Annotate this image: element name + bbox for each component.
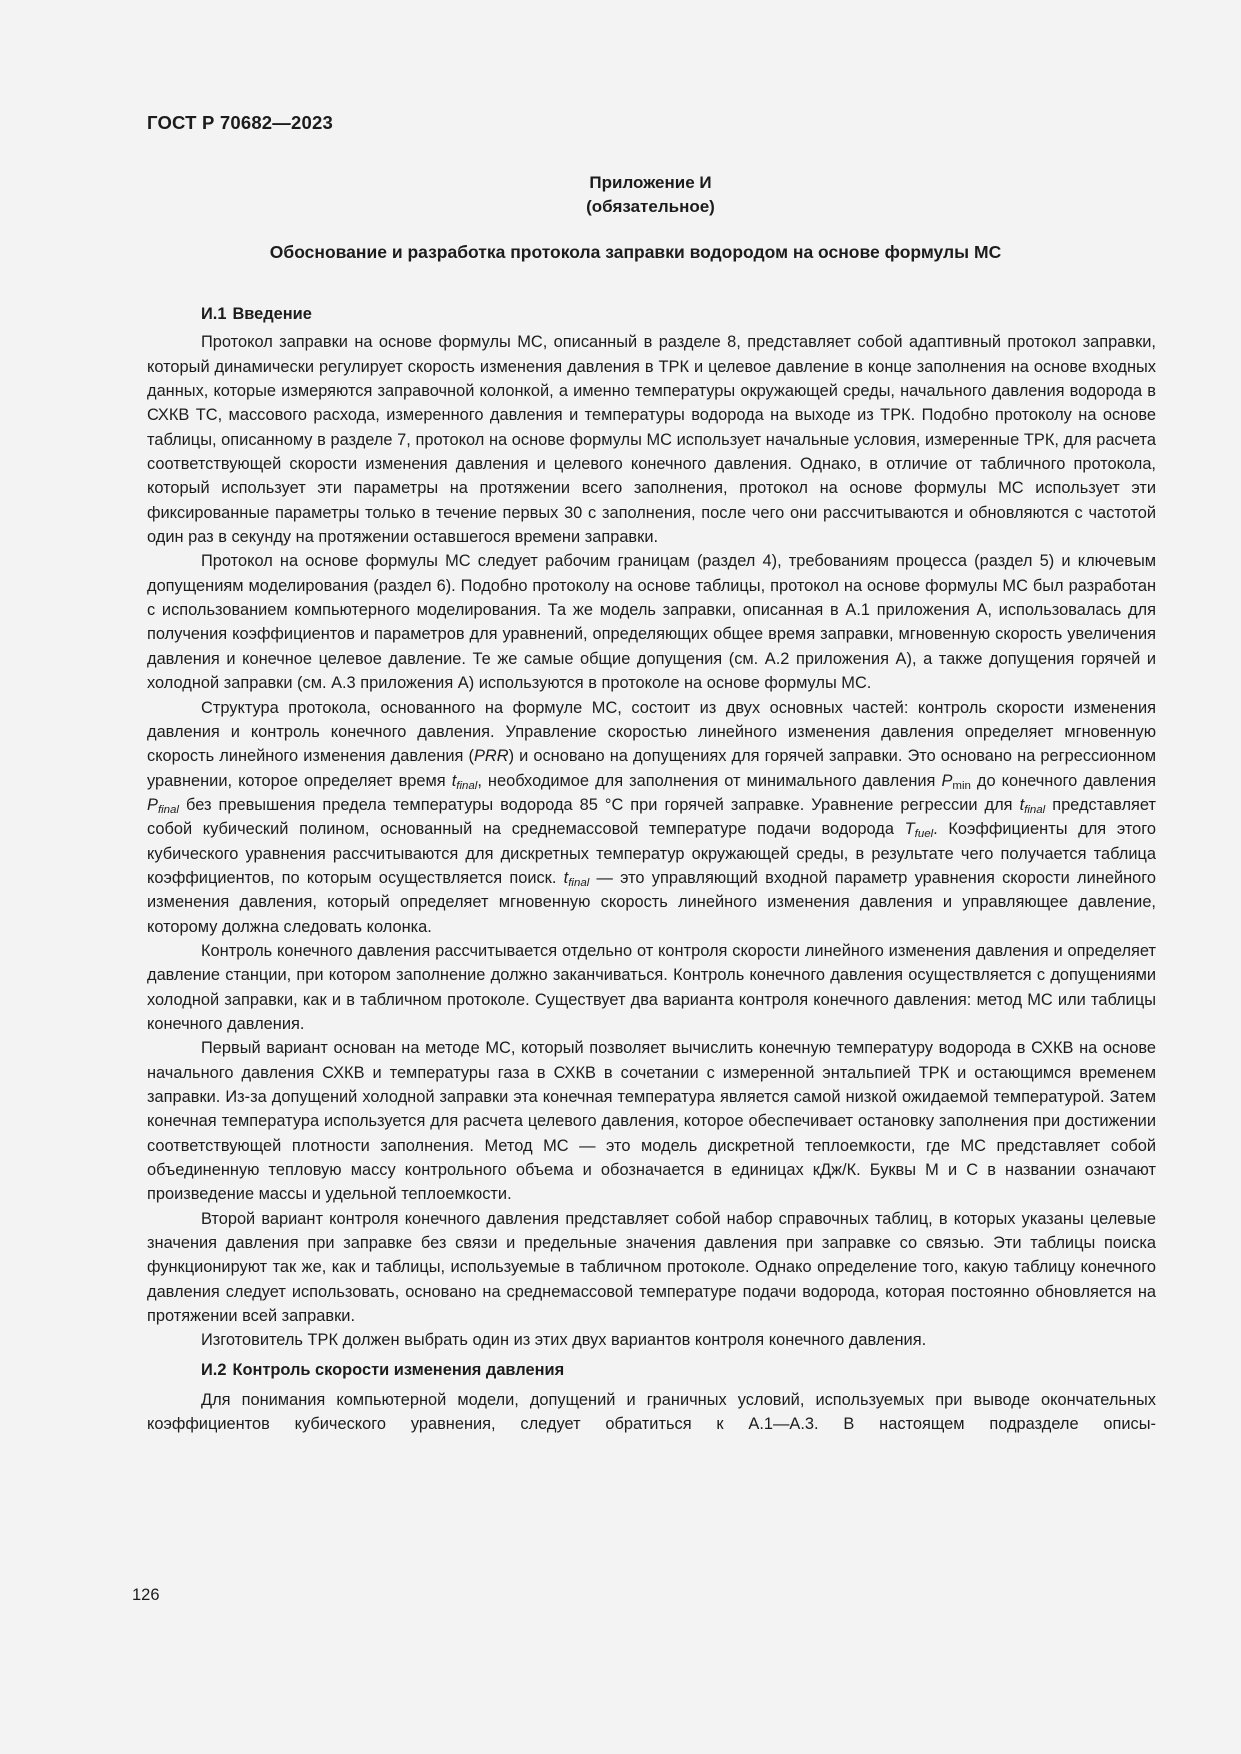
section-heading-2 (147, 1358, 1156, 1382)
math-t-final: $t_{final}$ (451, 771, 478, 792)
paragraph: Контроль конечного давления рассчитывается отдельно от контроля скорости линейного изменения давления и определяет давление станции, при котором заполнение должно заканчиваться. Контроль конечного давления осуществляется с допущениями холодной заправки, как и в табличном протоколе. Существует два варианта контроля конечного давления: метод МС или таблицы конечного давления. (147, 941, 1156, 1033)
document-code: ГОСТ Р 70682—2023 (147, 112, 333, 133)
section-title: Контроль скорости изменения давления (232, 1360, 565, 1379)
page-number: 126 (132, 1586, 160, 1604)
paragraph: Первый вариант основан на методе МС, который позволяет вычислить конечную температуру водорода в СХКВ на основе начального давления СХКВ и температуры газа в СХКВ в сочетании с измеренной энтальпией ТРК и остающимся временем заправки. Из-за допущений холодной заправки эта конечная температура является самой низкой ожидаемой температурой. Затем конечная температура используется для расчета целевого давления, которое обеспечивает остановку заполнения при достижении соответствующей плотности заполнения. Метод МС — это модель дискретной теплоемкости, где МС представляет собой объединенную тепловую массу контрольного объема и обозначается в единицах кДж/К. Буквы М и С в названии означают произведение массы и удельной теплоемкости. (147, 1039, 1156, 1204)
paragraph: Протокол на основе формулы МС следует рабочим границам (раздел 4), требованиям процесса (раздел 5) и ключевым допущениям моделирования (раздел 6). Подобно протоколу на основе таблицы, протокол на основе формулы МС был разработан с использованием компьютерного моделирования. Та же модель заправки, описанная в А.1 приложения А, использовалась для получения коэффициентов и параметров для уравнений, определяющих общее время заправки, мгновенную скорость увеличения давления и конечное целевое давление. Те же самые общие допущения (см. А.2 приложения А), а также допущения горячей и холодной заправки (см. А.3 приложения А) используются в протоколе на основе формулы МС. (147, 552, 1156, 693)
section-heading-1 (147, 302, 1156, 326)
document-body (147, 302, 1156, 1437)
paragraph: Протокол заправки на основе формулы МС, описанный в разделе 8, представляет собой адаптивный протокол заправки, который динамически регулирует скорость изменения давления в ТРК и целевое давление в конце заполнения на основе входных данных, которые измеряются заправочной колонкой, а именно температуры окружающей среды, начального давления водорода в СХКВ ТС, массового расхода, измеренного давления и температуры водорода на выходе из ТРК. Подобно протоколу на основе таблицы, описанному в разделе 7, протокол на основе формулы МС использует начальные условия, измеренные ТРК, для расчета соответствующей скорости изменения давления и целевого конечного давления. Однако, в отличие от табличного протокола, который использует эти параметры на протяжении всего заполнения, протокол на основе формулы МС использует эти фиксированные параметры только в течение первых 30 с заполнения, после чего они рассчитываются и обновляются с частотой один раз в секунду на протяжении оставшегося времени заправки. (147, 333, 1156, 547)
section-number: И.1 (201, 305, 227, 323)
math-p-min: P (941, 771, 953, 790)
paragraph: Для понимания компьютерной модели, допущений и граничных условий, используемых при выводе окончательных коэффициентов кубического уравнения, следует обратиться к А.1—А.3. В настоящем подразделе описы- (147, 1391, 1156, 1434)
section-title: Введение (232, 305, 312, 323)
section-number: И.2 (201, 1360, 227, 1379)
math-p-final: $P_{final}$ (147, 795, 179, 817)
paragraph: Второй вариант контроля конечного давления представляет собой набор справочных таблиц, в которых указаны целевые значения давления при заправке без связи и предельные значения давления при заправке со связью. Эти таблицы поиска функционируют так же, как и таблицы, используемые в табличном протоколе. Однако определение того, какую таблицу конечного давления следует использовать, основано на среднемассовой температуре подачи водорода, которая постоянно обновляется на протяжении всей заправки. (147, 1209, 1156, 1326)
appendix-label: Приложение И (589, 173, 712, 192)
math-prr: PRR (473, 747, 509, 766)
paragraph: Структура протокола, основанного на формуле МС, состоит из двух основных частей: контроль скорости изменения давления и контроль конечного давления. Управление скоростью линейного изменения давления определяет мгновенную скорость линейного изменения давления (PRR) и основано на допущениях для горячей заправки. Это основано на регрессионном уравнении, которое определяет время $t_{final}$, необходимое для заполнения от минимального давления $P_{min}$ до конечного давления $P_{final}$ без превышения предела температуры водорода 85 °С при горячей заправке. Уравнение регрессии для $t_{final}$ представляет собой кубический полином, основанный на среднемассовой температуре подачи водорода $T_{fuel}$. Коэффициенты для этого кубического уравнения рассчитываются для дискретных температур окружающей среды, в результате чего получается таблица коэффициентов, по которым осуществляется поиск. $t_{final}$ — это управляющий входной параметр уравнения скорости линейного изменения давления, который определяет мгновенную скорость линейного изменения давления и управляющее давление, которому должна следовать колонка. (147, 698, 1156, 936)
paragraph: Изготовитель ТРК должен выбрать один из этих двух вариантов контроля конечного давления. (201, 1331, 927, 1350)
appendix-title: Обоснование и разработка протокола заправки водородом на основе формулы МС (269, 242, 1002, 262)
math-t-final: $t_{final}$ (563, 868, 590, 890)
math-t-fuel: $T_{fuel}$ (904, 820, 934, 841)
math-t-final: $t_{final}$ (1019, 795, 1046, 817)
appendix-status: (обязательное) (586, 197, 715, 216)
